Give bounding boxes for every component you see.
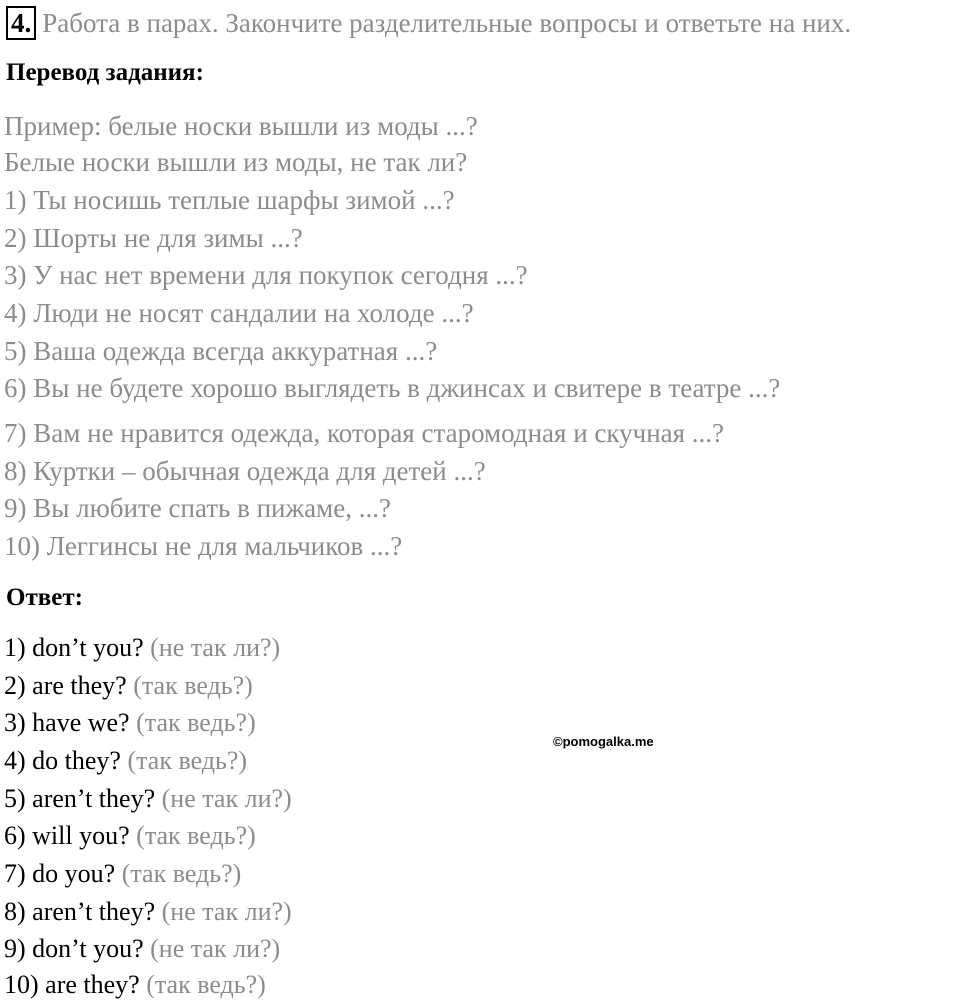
answer-line-2	[4, 670, 253, 702]
answer-translation: (не так ли?)	[161, 784, 292, 813]
answer-translation: (так ведь?)	[146, 970, 266, 999]
translation-line-example-answer: Белые носки вышли из моды, не так ли?	[4, 147, 468, 177]
answer-text: 1) don’t you?	[4, 633, 144, 662]
answer-line-8	[4, 896, 292, 928]
translation-line-2: 2) Шорты не для зимы ...?	[4, 223, 303, 253]
answer-translation: (так ведь?)	[136, 821, 256, 850]
answer-text: 10) are they?	[4, 970, 140, 999]
translation-line-9: 9) Вы любите спать в пижаме, ...?	[4, 493, 391, 523]
answer-text: 6) will you?	[4, 821, 130, 850]
answer-text: 3) have we?	[4, 708, 130, 737]
answer-title: Ответ:	[6, 584, 83, 611]
answer-line-1	[4, 632, 280, 664]
answer-line-5	[4, 783, 292, 815]
answer-line-9	[4, 933, 280, 965]
translation-line-example: Пример: белые носки вышли из моды ...?	[4, 111, 478, 141]
translation-line-4: 4) Люди не носят сандалии на холоде ...?	[4, 298, 474, 328]
translation-line-6: 6) Вы не будете хорошо выглядеть в джинсах и свитере в театре ...?	[4, 373, 781, 403]
answer-line-10	[4, 969, 266, 1001]
answer-line-7	[4, 858, 241, 890]
task-header	[6, 6, 851, 40]
answer-text: 2) are they?	[4, 671, 127, 700]
answer-translation: (так ведь?)	[133, 671, 253, 700]
translation-line-3: 3) У нас нет времени для покупок сегодня ...?	[4, 260, 528, 290]
answer-line-6	[4, 820, 256, 852]
translation-line-5: 5) Ваша одежда всегда аккуратная ...?	[4, 336, 438, 366]
answer-translation: (так ведь?)	[127, 746, 248, 775]
answer-text: 9) don’t you?	[4, 934, 144, 963]
translation-line-1: 1) Ты носишь теплые шарфы зимой ...?	[4, 185, 455, 215]
answer-translation: (не так ли?)	[150, 934, 281, 963]
answer-translation: (не так ли?)	[161, 897, 292, 926]
translation-line-7: 7) Вам не нравится одежда, которая старомодная и скучная ...?	[4, 418, 725, 448]
answer-translation: (не так ли?)	[150, 633, 281, 662]
answer-line-4	[4, 745, 247, 777]
answer-translation: (так ведь?)	[136, 708, 256, 737]
task-text: Работа в парах. Закончите разделительные вопросы и ответьте на них.	[42, 8, 852, 38]
translation-line-8: 8) Куртки – обычная одежда для детей ...?	[4, 456, 486, 486]
translation-title: Перевод задания:	[6, 59, 204, 86]
answer-line-3	[4, 707, 256, 739]
answer-text: 7) do you?	[4, 859, 116, 888]
watermark: ©pomogalka.me	[553, 734, 654, 749]
answer-text: 4) do they?	[4, 746, 121, 775]
translation-line-10: 10) Леггинсы не для мальчиков ...?	[4, 531, 403, 561]
answer-text: 8) aren’t they?	[4, 897, 156, 926]
answer-text: 5) aren’t they?	[4, 784, 156, 813]
task-number: 4.	[6, 6, 36, 40]
answer-translation: (так ведь?)	[121, 859, 242, 888]
